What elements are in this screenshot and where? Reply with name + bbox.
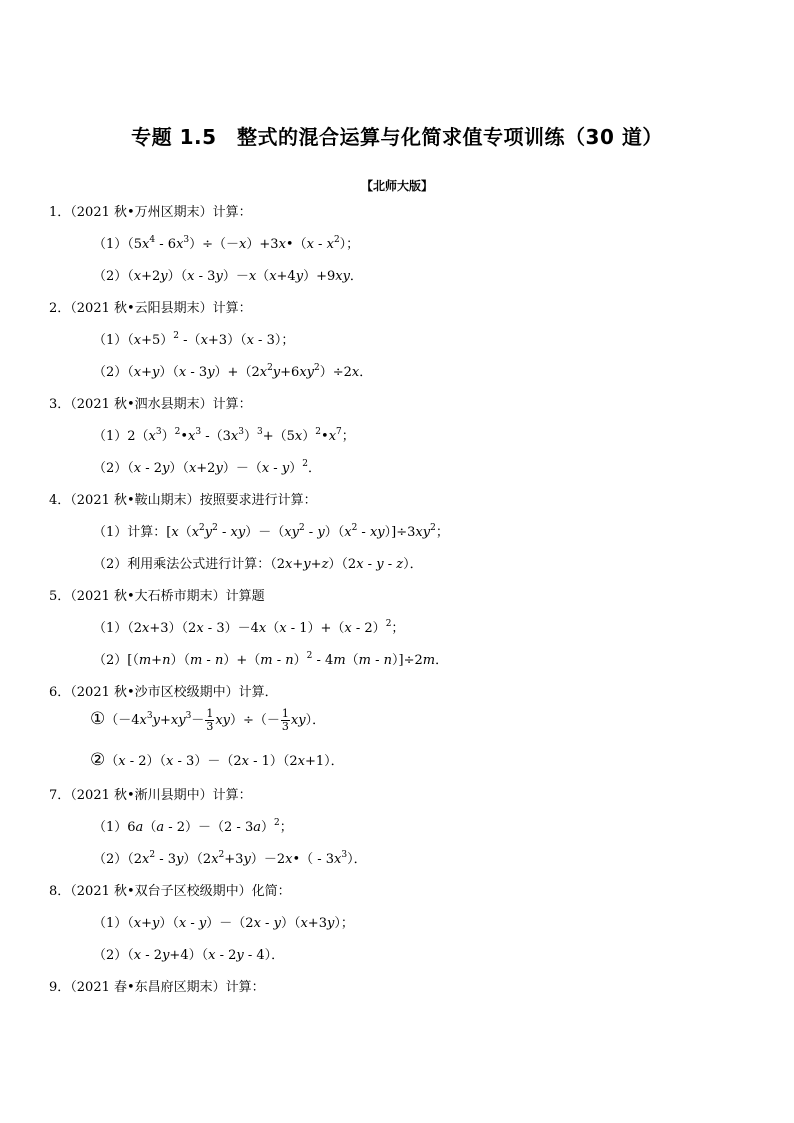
question-2-part-1: $(1)(x+5)^2$ -（x+3）（x - 3）；: [93, 331, 295, 348]
question-7-heading: 7．（2021 秋•淅川县期中）计算：: [49, 788, 252, 803]
question-7-part-1: （1）6a（a - 2）－（2 - 3a）$^2$；: [93, 818, 293, 835]
question-5-heading: 5．（2021 秋•大石桥市期末）计算题: [49, 589, 265, 604]
question-2-part-2: $(2)(x+y)(x - 3y)+(2x^2y+6xy^2)\div 2x$．: [93, 363, 373, 380]
question-7-part-2: $(2)(2x^2$ - $3y)(2x^2+3y)-2x•( - 3x^3)$．: [93, 850, 367, 867]
question-3-part-2: （2）（x - 2y）（x+2y）－（x - y）$^2$．: [93, 459, 321, 476]
question-5-part-2: （2）[（m+n）（m - n）+（m - n）$^2$ - 4m（m - n）]÷2m．: [93, 651, 449, 668]
question-6-heading: 6．（2021 秋•沙市区校级期中）计算．: [49, 685, 278, 700]
question-6-part-2: ②（x - 2）（x - 3）－（2x - 1）（2x+1）．: [90, 750, 344, 770]
question-4-heading: 4．（2021 秋•鞍山期末）按照要求进行计算：: [49, 493, 317, 508]
question-5-part-1: （1）（2x+3）（2x - 3）－4x（x - 1）+（x - 2）$^2$；: [93, 619, 405, 636]
question-8-part-2: （2）（x - 2y+4）（x - 2y - 4）．: [93, 948, 285, 963]
question-3-part-1: $(1)2(x^3)^2•x^3$ $-(3x^3)^3+(5x)^2•x^7$；: [93, 427, 355, 444]
question-1-part-2: （2）（x+2y）（x - 3y）－x（x+4y）+9xy．: [93, 269, 363, 284]
question-2-heading: 2．（2021 秋•云阳县期末）计算：: [49, 301, 252, 316]
question-4-part-1: （1）计算：$[x(x^2y^2 - xy)-(xy^2 - y)(x^2 - xy)]\div 3xy^2$；: [93, 523, 449, 540]
question-9-heading: 9．（2021 春•东昌府区期末）计算：: [49, 980, 265, 995]
question-1-heading: 1．（2021 秋•万州区期末）计算：: [49, 205, 252, 220]
question-8-heading: 8．（2021 秋•双台子区校级期中）化简：: [49, 884, 291, 899]
edition-label: 【北师大版】: [360, 179, 433, 193]
question-6-part-1: $①(-4x^3y+xy^3-$ $\frac{1}{3}$ xy）÷（－ $\frac{1}{3}$ xy）．: [90, 707, 326, 733]
question-4-part-2: （2）利用乘法公式进行计算：（2x+y+z）（2x - y - z）．: [93, 557, 423, 572]
question-3-heading: 3．（2021 秋•泗水县期末）计算：: [49, 397, 252, 412]
question-8-part-1: （1）（x+y）（x - y）－（2x - y）（x+3y）；: [93, 916, 354, 931]
question-1-part-1: $(1)(5x^4$ - $6x^3)\div(-x)+3x•(x - x^2)$；: [93, 235, 360, 252]
page-title: 专题 1.5 整式的混合运算与化简求值专项训练（30 道）: [131, 125, 663, 149]
